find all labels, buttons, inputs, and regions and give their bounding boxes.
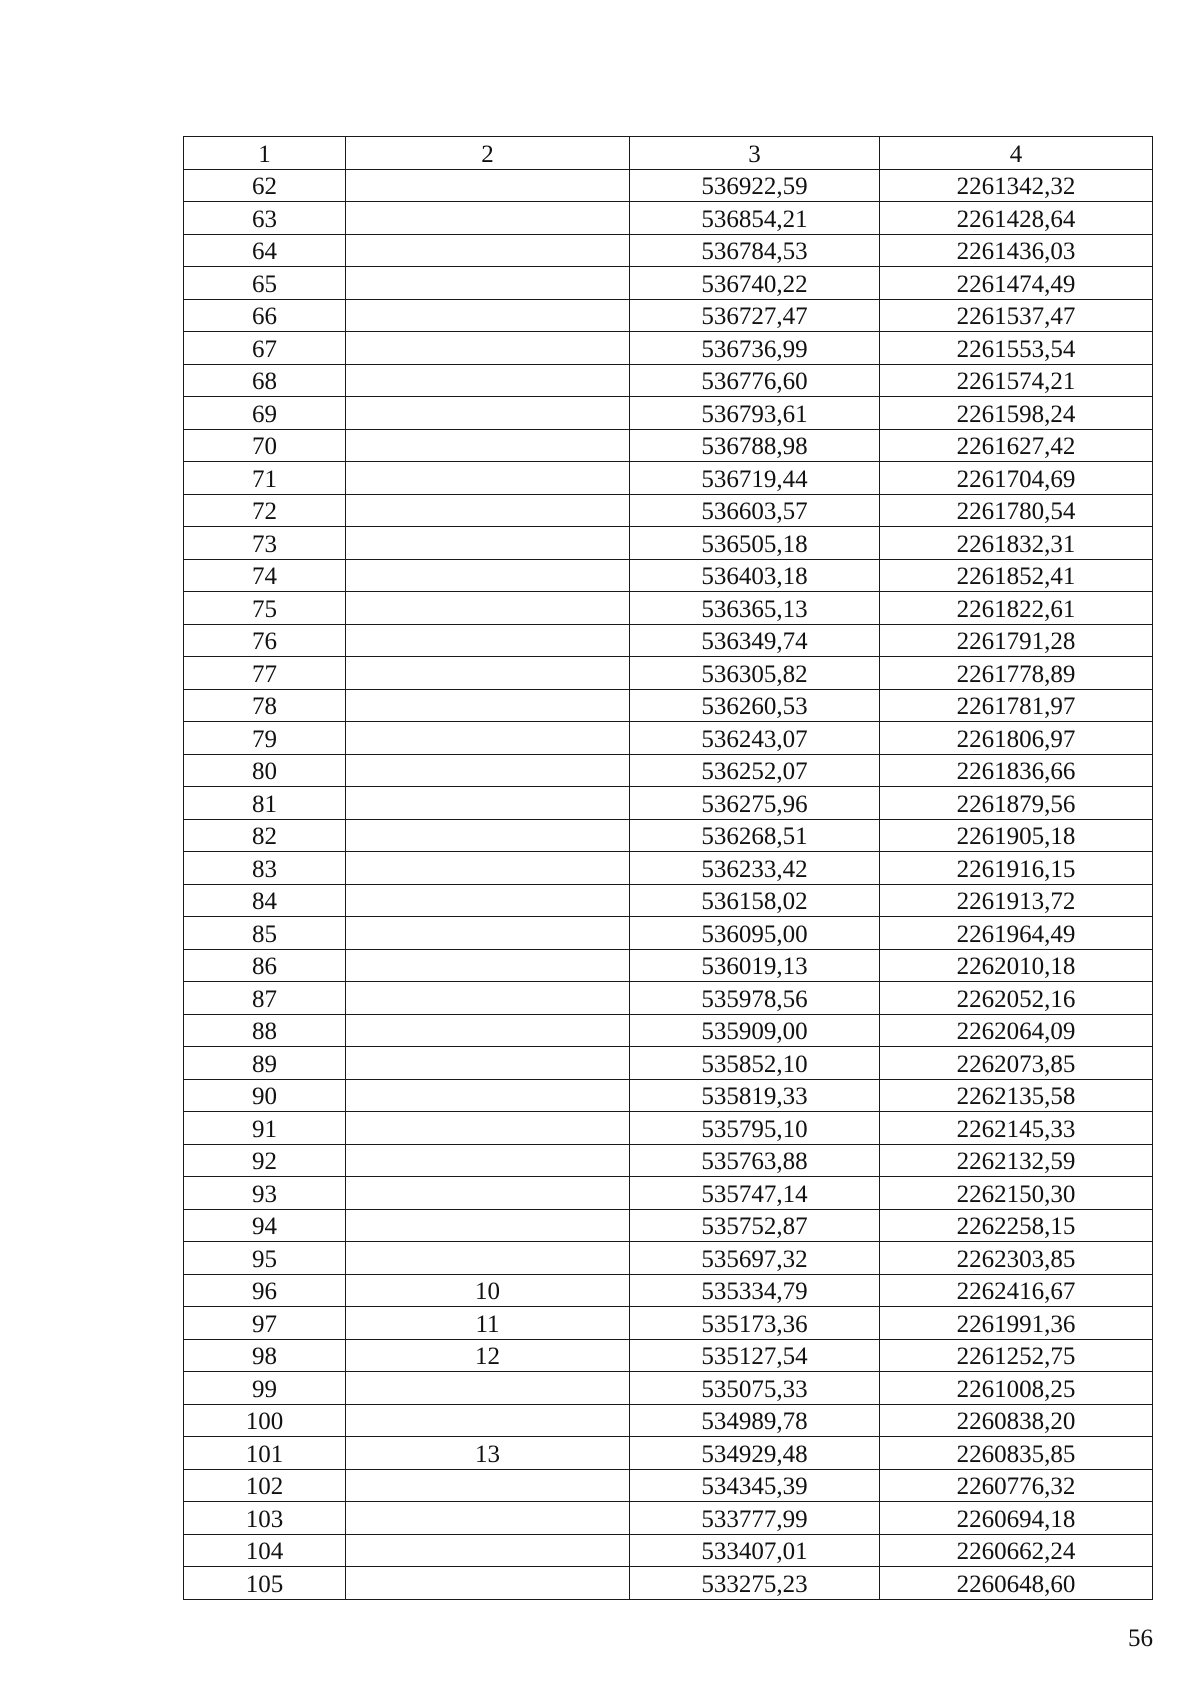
x-coordinate-cell: 536252,07 (630, 754, 880, 787)
reference-number-cell (346, 1177, 630, 1210)
y-coordinate-cell: 2261852,41 (880, 559, 1153, 592)
y-coordinate-cell: 2261781,97 (880, 689, 1153, 722)
table-row (184, 592, 1153, 625)
x-coordinate-cell: 536776,60 (630, 364, 880, 397)
reference-number-cell (346, 397, 630, 430)
reference-number-cell (346, 1014, 630, 1047)
y-coordinate-cell: 2261778,89 (880, 657, 1153, 690)
reference-number-cell (346, 1404, 630, 1437)
point-number-cell: 103 (184, 1502, 346, 1535)
y-coordinate-cell: 2260662,24 (880, 1534, 1153, 1567)
table-row (184, 1177, 1153, 1210)
x-coordinate-cell: 533407,01 (630, 1534, 880, 1567)
table-row (184, 624, 1153, 657)
table-row (184, 852, 1153, 885)
column-header: 1 (184, 137, 346, 170)
point-number-cell: 95 (184, 1242, 346, 1275)
table-row (184, 1047, 1153, 1080)
reference-number-cell (346, 852, 630, 885)
point-number-cell: 93 (184, 1177, 346, 1210)
point-number-cell: 85 (184, 917, 346, 950)
point-number-cell: 68 (184, 364, 346, 397)
reference-number-cell (346, 462, 630, 495)
point-number-cell: 94 (184, 1209, 346, 1242)
point-number-cell: 79 (184, 722, 346, 755)
reference-number-cell (346, 332, 630, 365)
table-row (184, 202, 1153, 235)
y-coordinate-cell: 2261598,24 (880, 397, 1153, 430)
table-row (184, 1079, 1153, 1112)
column-header: 3 (630, 137, 880, 170)
reference-number-cell (346, 949, 630, 982)
reference-number-cell (346, 917, 630, 950)
x-coordinate-cell: 533777,99 (630, 1502, 880, 1535)
point-number-cell: 64 (184, 234, 346, 267)
y-coordinate-cell: 2261832,31 (880, 527, 1153, 560)
y-coordinate-cell: 2262010,18 (880, 949, 1153, 982)
y-coordinate-cell: 2261342,32 (880, 169, 1153, 202)
point-number-cell: 72 (184, 494, 346, 527)
reference-number-cell (346, 624, 630, 657)
table-row (184, 754, 1153, 787)
table-row (184, 657, 1153, 690)
y-coordinate-cell: 2262132,59 (880, 1144, 1153, 1177)
y-coordinate-cell: 2262135,58 (880, 1079, 1153, 1112)
table-row (184, 267, 1153, 300)
table-row (184, 397, 1153, 430)
x-coordinate-cell: 536275,96 (630, 787, 880, 820)
y-coordinate-cell: 2262303,85 (880, 1242, 1153, 1275)
point-number-cell: 86 (184, 949, 346, 982)
point-number-cell: 99 (184, 1372, 346, 1405)
table-row (184, 949, 1153, 982)
table-row (184, 1372, 1153, 1405)
x-coordinate-cell: 536305,82 (630, 657, 880, 690)
x-coordinate-cell: 535852,10 (630, 1047, 880, 1080)
point-number-cell: 84 (184, 884, 346, 917)
reference-number-cell (346, 299, 630, 332)
table-body (184, 169, 1153, 1599)
x-coordinate-cell: 536719,44 (630, 462, 880, 495)
reference-number-cell (346, 982, 630, 1015)
reference-number-cell (346, 267, 630, 300)
y-coordinate-cell: 2261991,36 (880, 1307, 1153, 1340)
reference-number-cell (346, 884, 630, 917)
x-coordinate-cell: 536727,47 (630, 299, 880, 332)
reference-number-cell (346, 689, 630, 722)
table-row (184, 1242, 1153, 1275)
table-row (184, 722, 1153, 755)
table-row (184, 1112, 1153, 1145)
point-number-cell: 101 (184, 1437, 346, 1470)
x-coordinate-cell: 536854,21 (630, 202, 880, 235)
reference-number-cell (346, 1047, 630, 1080)
point-number-cell: 97 (184, 1307, 346, 1340)
table-row (184, 1307, 1153, 1340)
y-coordinate-cell: 2261428,64 (880, 202, 1153, 235)
point-number-cell: 77 (184, 657, 346, 690)
table-row (184, 429, 1153, 462)
y-coordinate-cell: 2261627,42 (880, 429, 1153, 462)
y-coordinate-cell: 2261964,49 (880, 917, 1153, 950)
x-coordinate-cell: 536740,22 (630, 267, 880, 300)
reference-number-cell: 11 (346, 1307, 630, 1340)
x-coordinate-cell: 536233,42 (630, 852, 880, 885)
reference-number-cell (346, 559, 630, 592)
y-coordinate-cell: 2261537,47 (880, 299, 1153, 332)
table-row (184, 917, 1153, 950)
table-row (184, 1274, 1153, 1307)
y-coordinate-cell: 2262258,15 (880, 1209, 1153, 1242)
x-coordinate-cell: 535747,14 (630, 1177, 880, 1210)
point-number-cell: 105 (184, 1567, 346, 1600)
reference-number-cell (346, 1079, 630, 1112)
point-number-cell: 70 (184, 429, 346, 462)
y-coordinate-cell: 2262145,33 (880, 1112, 1153, 1145)
y-coordinate-cell: 2260648,60 (880, 1567, 1153, 1600)
table-row (184, 1339, 1153, 1372)
y-coordinate-cell: 2262150,30 (880, 1177, 1153, 1210)
reference-number-cell: 13 (346, 1437, 630, 1470)
point-number-cell: 89 (184, 1047, 346, 1080)
point-number-cell: 71 (184, 462, 346, 495)
table-row (184, 1469, 1153, 1502)
y-coordinate-cell: 2261704,69 (880, 462, 1153, 495)
y-coordinate-cell: 2261916,15 (880, 852, 1153, 885)
reference-number-cell (346, 722, 630, 755)
point-number-cell: 65 (184, 267, 346, 300)
y-coordinate-cell: 2261436,03 (880, 234, 1153, 267)
x-coordinate-cell: 536793,61 (630, 397, 880, 430)
y-coordinate-cell: 2260694,18 (880, 1502, 1153, 1535)
x-coordinate-cell: 534345,39 (630, 1469, 880, 1502)
x-coordinate-cell: 535752,87 (630, 1209, 880, 1242)
table-row (184, 494, 1153, 527)
x-coordinate-cell: 536736,99 (630, 332, 880, 365)
table-row (184, 1437, 1153, 1470)
reference-number-cell (346, 1112, 630, 1145)
x-coordinate-cell: 535697,32 (630, 1242, 880, 1275)
reference-number-cell (346, 429, 630, 462)
x-coordinate-cell: 536788,98 (630, 429, 880, 462)
point-number-cell: 100 (184, 1404, 346, 1437)
x-coordinate-cell: 535909,00 (630, 1014, 880, 1047)
table-row (184, 1209, 1153, 1242)
x-coordinate-cell: 535173,36 (630, 1307, 880, 1340)
y-coordinate-cell: 2260776,32 (880, 1469, 1153, 1502)
x-coordinate-cell: 535978,56 (630, 982, 880, 1015)
column-header: 4 (880, 137, 1153, 170)
reference-number-cell (346, 169, 630, 202)
y-coordinate-cell: 2261879,56 (880, 787, 1153, 820)
y-coordinate-cell: 2260838,20 (880, 1404, 1153, 1437)
x-coordinate-cell: 536095,00 (630, 917, 880, 950)
table-row (184, 787, 1153, 820)
x-coordinate-cell: 534929,48 (630, 1437, 880, 1470)
reference-number-cell: 12 (346, 1339, 630, 1372)
reference-number-cell (346, 234, 630, 267)
table-row (184, 1534, 1153, 1567)
y-coordinate-cell: 2261780,54 (880, 494, 1153, 527)
reference-number-cell (346, 1372, 630, 1405)
table-row (184, 1502, 1153, 1535)
page-number: 56 (1128, 1625, 1153, 1652)
point-number-cell: 80 (184, 754, 346, 787)
table-row (184, 169, 1153, 202)
point-number-cell: 81 (184, 787, 346, 820)
y-coordinate-cell: 2262064,09 (880, 1014, 1153, 1047)
x-coordinate-cell: 536158,02 (630, 884, 880, 917)
x-coordinate-cell: 536260,53 (630, 689, 880, 722)
reference-number-cell (346, 1209, 630, 1242)
point-number-cell: 63 (184, 202, 346, 235)
point-number-cell: 98 (184, 1339, 346, 1372)
x-coordinate-cell: 536243,07 (630, 722, 880, 755)
table-row (184, 462, 1153, 495)
point-number-cell: 78 (184, 689, 346, 722)
table-row (184, 527, 1153, 560)
x-coordinate-cell: 535763,88 (630, 1144, 880, 1177)
x-coordinate-cell: 535795,10 (630, 1112, 880, 1145)
table-row (184, 1144, 1153, 1177)
y-coordinate-cell: 2262052,16 (880, 982, 1153, 1015)
x-coordinate-cell: 535075,33 (630, 1372, 880, 1405)
point-number-cell: 67 (184, 332, 346, 365)
reference-number-cell (346, 364, 630, 397)
table-row (184, 819, 1153, 852)
point-number-cell: 87 (184, 982, 346, 1015)
point-number-cell: 91 (184, 1112, 346, 1145)
point-number-cell: 82 (184, 819, 346, 852)
x-coordinate-cell: 536784,53 (630, 234, 880, 267)
reference-number-cell: 10 (346, 1274, 630, 1307)
point-number-cell: 96 (184, 1274, 346, 1307)
table-row (184, 234, 1153, 267)
point-number-cell: 73 (184, 527, 346, 560)
x-coordinate-cell: 535819,33 (630, 1079, 880, 1112)
y-coordinate-cell: 2261474,49 (880, 267, 1153, 300)
reference-number-cell (346, 1144, 630, 1177)
reference-number-cell (346, 202, 630, 235)
y-coordinate-cell: 2260835,85 (880, 1437, 1153, 1470)
reference-number-cell (346, 819, 630, 852)
point-number-cell: 75 (184, 592, 346, 625)
coordinates-table (183, 136, 1153, 1600)
reference-number-cell (346, 527, 630, 560)
point-number-cell: 102 (184, 1469, 346, 1502)
reference-number-cell (346, 1469, 630, 1502)
x-coordinate-cell: 533275,23 (630, 1567, 880, 1600)
x-coordinate-cell: 536603,57 (630, 494, 880, 527)
point-number-cell: 62 (184, 169, 346, 202)
y-coordinate-cell: 2261791,28 (880, 624, 1153, 657)
x-coordinate-cell: 535334,79 (630, 1274, 880, 1307)
y-coordinate-cell: 2262416,67 (880, 1274, 1153, 1307)
table-header-row (184, 137, 1153, 170)
x-coordinate-cell: 534989,78 (630, 1404, 880, 1437)
y-coordinate-cell: 2261806,97 (880, 722, 1153, 755)
reference-number-cell (346, 592, 630, 625)
x-coordinate-cell: 536922,59 (630, 169, 880, 202)
reference-number-cell (346, 787, 630, 820)
table-row (184, 364, 1153, 397)
x-coordinate-cell: 536019,13 (630, 949, 880, 982)
table-row (184, 982, 1153, 1015)
reference-number-cell (346, 1567, 630, 1600)
reference-number-cell (346, 657, 630, 690)
reference-number-cell (346, 1534, 630, 1567)
table-row (184, 1404, 1153, 1437)
x-coordinate-cell: 536268,51 (630, 819, 880, 852)
table-row (184, 332, 1153, 365)
point-number-cell: 76 (184, 624, 346, 657)
reference-number-cell (346, 1242, 630, 1275)
point-number-cell: 69 (184, 397, 346, 430)
point-number-cell: 92 (184, 1144, 346, 1177)
x-coordinate-cell: 536365,13 (630, 592, 880, 625)
point-number-cell: 104 (184, 1534, 346, 1567)
y-coordinate-cell: 2261574,21 (880, 364, 1153, 397)
y-coordinate-cell: 2262073,85 (880, 1047, 1153, 1080)
x-coordinate-cell: 536505,18 (630, 527, 880, 560)
point-number-cell: 88 (184, 1014, 346, 1047)
x-coordinate-cell: 535127,54 (630, 1339, 880, 1372)
y-coordinate-cell: 2261913,72 (880, 884, 1153, 917)
table-row (184, 689, 1153, 722)
y-coordinate-cell: 2261836,66 (880, 754, 1153, 787)
x-coordinate-cell: 536349,74 (630, 624, 880, 657)
x-coordinate-cell: 536403,18 (630, 559, 880, 592)
table-row (184, 559, 1153, 592)
point-number-cell: 90 (184, 1079, 346, 1112)
reference-number-cell (346, 1502, 630, 1535)
reference-number-cell (346, 494, 630, 527)
y-coordinate-cell: 2261905,18 (880, 819, 1153, 852)
table-row (184, 299, 1153, 332)
point-number-cell: 74 (184, 559, 346, 592)
y-coordinate-cell: 2261553,54 (880, 332, 1153, 365)
reference-number-cell (346, 754, 630, 787)
y-coordinate-cell: 2261008,25 (880, 1372, 1153, 1405)
y-coordinate-cell: 2261252,75 (880, 1339, 1153, 1372)
y-coordinate-cell: 2261822,61 (880, 592, 1153, 625)
table-row (184, 884, 1153, 917)
table-row (184, 1567, 1153, 1600)
column-header: 2 (346, 137, 630, 170)
point-number-cell: 66 (184, 299, 346, 332)
table-row (184, 1014, 1153, 1047)
point-number-cell: 83 (184, 852, 346, 885)
